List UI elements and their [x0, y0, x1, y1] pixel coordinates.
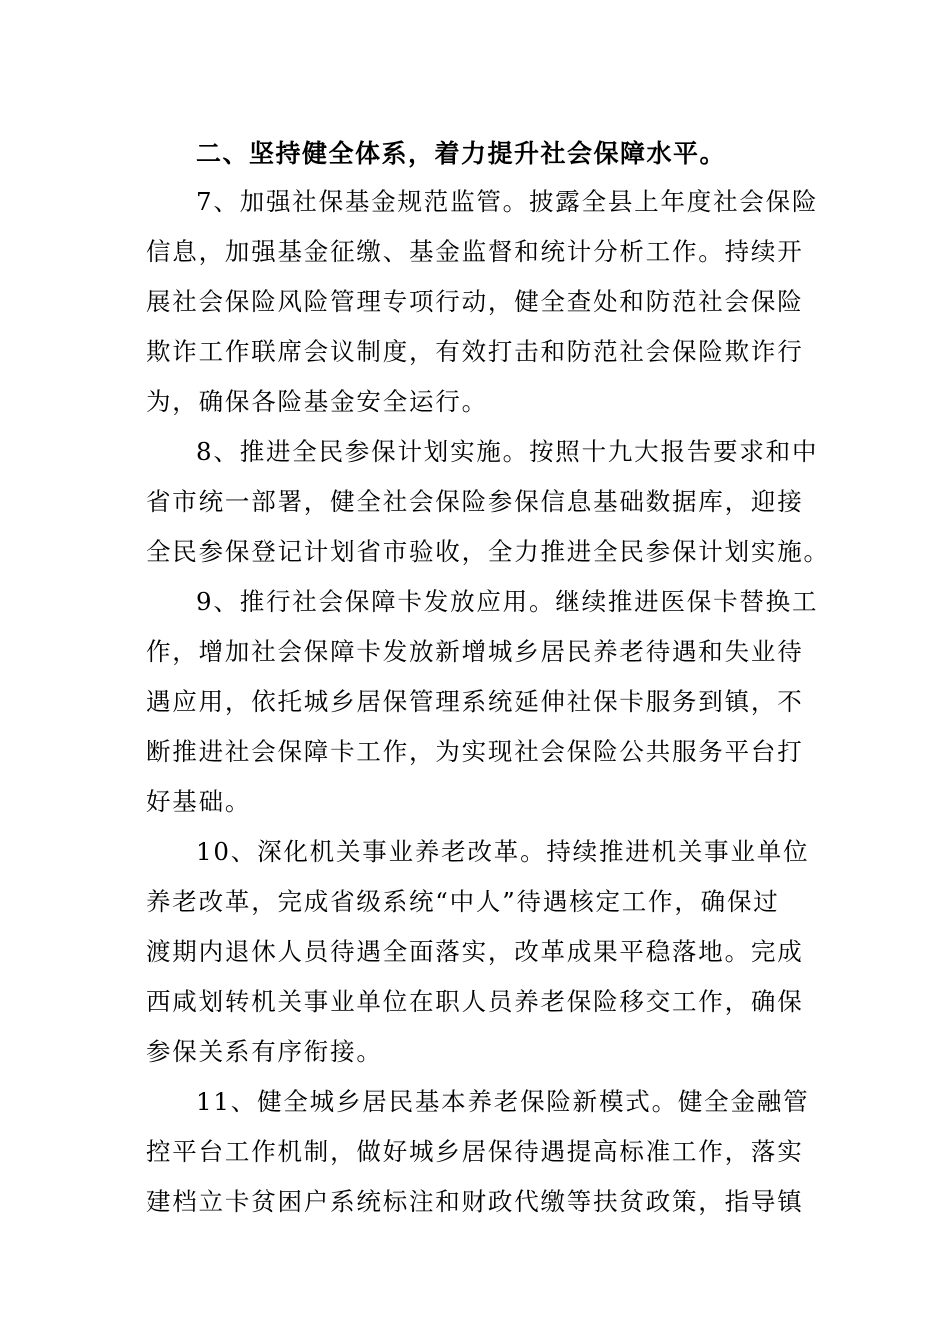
paragraph-line: 8、推进全民参保计划实施。按照十九大报告要求和中 — [196, 437, 819, 466]
paragraph-line: 11、健全城乡居民基本养老保险新模式。健全金融管 — [196, 1087, 810, 1116]
paragraph-line: 展社会保险风险管理专项行动，健全查处和防范社会保险 — [146, 287, 804, 316]
paragraph-line: 作，增加社会保障卡发放新增城乡居民养老待遇和失业待 — [146, 637, 804, 666]
paragraph-line: 遇应用，依托城乡居保管理系统延伸社保卡服务到镇，不 — [146, 687, 804, 716]
paragraph-line: 参保关系有序衔接。 — [146, 1037, 383, 1066]
paragraph-line: 9、推行社会保障卡发放应用。继续推进医保卡替换工 — [196, 587, 819, 616]
paragraph-line: 10、深化机关事业养老改革。持续推进机关事业单位 — [196, 837, 810, 866]
paragraph-line: 断推进社会保障卡工作，为实现社会保险公共服务平台打 — [146, 737, 804, 766]
paragraph-line: 西咸划转机关事业单位在职人员养老保险移交工作，确保 — [146, 987, 804, 1016]
paragraph-line: 为，确保各险基金安全运行。 — [146, 387, 488, 416]
paragraph-line: 7、加强社保基金规范监管。披露全县上年度社会保险 — [196, 187, 819, 216]
paragraph-line: 控平台工作机制，做好城乡居保待遇提高标准工作，落实 — [146, 1137, 804, 1166]
paragraph-line: 全民参保登记计划省市验收，全力推进全民参保计划实施。 — [146, 537, 830, 566]
paragraph-line: 信息，加强基金征缴、基金监督和统计分析工作。持续开 — [146, 237, 804, 266]
paragraph-line: 欺诈工作联席会议制度，有效打击和防范社会保险欺诈行 — [146, 337, 804, 366]
paragraph-line: 好基础。 — [146, 787, 252, 816]
paragraph-line: 省市统一部署，健全社会保险参保信息基础数据库，迎接 — [146, 487, 804, 516]
section-heading: 二、坚持健全体系，着力提升社会保障水平。 — [196, 139, 727, 168]
paragraph-line: 渡期内退休人员待遇全面落实，改革成果平稳落地。完成 — [146, 937, 804, 966]
paragraph-line: 建档立卡贫困户系统标注和财政代缴等扶贫政策，指导镇 — [146, 1187, 804, 1216]
paragraph-line: 养老改革，完成省级系统“中人”待遇核定工作，确保过 — [146, 887, 780, 916]
